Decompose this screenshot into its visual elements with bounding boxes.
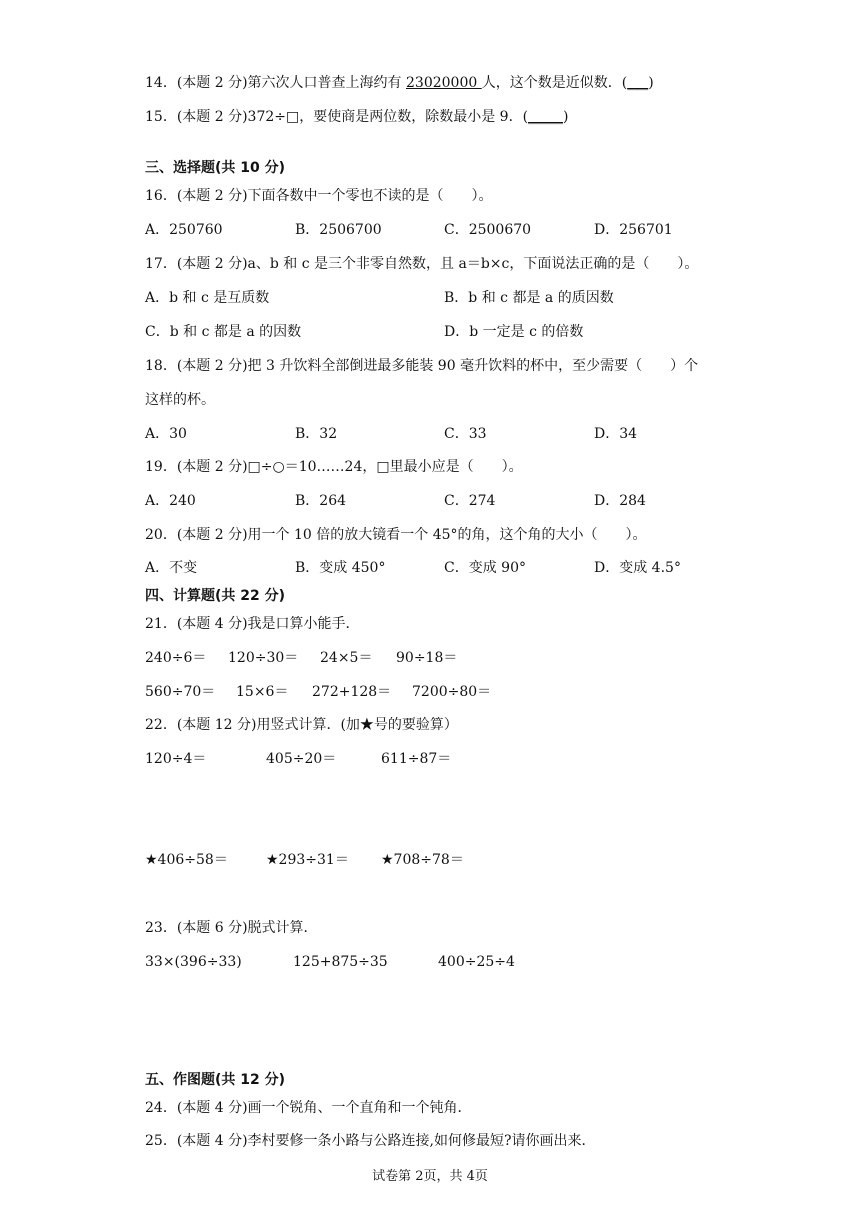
page-footer: 试卷第 2页，共 4页 <box>372 1169 488 1184</box>
stepwise-calc-item: 400÷25÷4 <box>438 954 515 970</box>
question-25: 25．(本题 4 分)李村要修一条小路与公路连接,如何修最短?请你画出来． <box>145 1133 596 1149</box>
option-c[interactable]: C．b 和 c 都是 a 的因数 <box>145 324 302 340</box>
option-a[interactable]: A．b 和 c 是互质数 <box>145 290 270 306</box>
q14-close: ) <box>648 75 654 91</box>
section-heading-choice: 三、选择题(共 10 分) <box>145 160 286 176</box>
question-18-stem: 18．(本题 2 分)把 3 升饮料全部倒进最多能装 90 毫升饮料的杯中，至少需要（ ）个 <box>145 358 699 374</box>
answer-blank[interactable]: _____ <box>528 109 564 125</box>
section-heading-calc: 四、计算题(共 22 分) <box>145 588 286 604</box>
option-c[interactable]: C．274 <box>444 493 496 509</box>
question-19-stem: 19．(本题 2 分)□÷○＝10……24，□里最小应是（ ）。 <box>145 459 523 475</box>
option-b[interactable]: B．变成 450° <box>295 560 386 576</box>
oral-calc-item: 7200÷80＝ <box>412 684 492 700</box>
question-17-stem: 17．(本题 2 分)a、b 和 c 是三个非零自然数，且 a＝b×c，下面说法正确的是（ ）。 <box>145 256 699 272</box>
option-b[interactable]: B．264 <box>295 493 347 509</box>
option-d[interactable]: D．34 <box>594 426 638 442</box>
oral-calc-item: 15×6＝ <box>236 684 289 700</box>
section-heading-drawing: 五、作图题(共 12 分) <box>145 1072 286 1088</box>
option-b[interactable]: B．2506700 <box>295 222 382 238</box>
option-b[interactable]: B．32 <box>295 426 338 442</box>
oral-calc-item: 90÷18＝ <box>396 650 458 666</box>
question-16-stem: 16．(本题 2 分)下面各数中一个零也不读的是（ ）。 <box>145 188 493 204</box>
option-a[interactable]: A．240 <box>145 493 196 509</box>
option-a[interactable]: A．不变 <box>145 560 198 576</box>
option-c[interactable]: C．2500670 <box>444 222 532 238</box>
question-23-stem: 23．(本题 6 分)脱式计算． <box>145 920 318 936</box>
answer-blank[interactable]: ___ <box>627 75 649 91</box>
oral-calc-item: 24×5＝ <box>320 650 373 666</box>
question-18-stem-cont: 这样的杯。 <box>145 392 215 408</box>
stepwise-calc-item: 125+875÷35 <box>293 954 388 970</box>
option-d[interactable]: D．284 <box>594 493 646 509</box>
vertical-calc-item: 120÷4＝ <box>145 751 207 767</box>
oral-calc-item: 240÷6＝ <box>145 650 207 666</box>
option-d[interactable]: D．256701 <box>594 222 673 238</box>
question-24: 24．(本题 4 分)画一个锐角、一个直角和一个钝角． <box>145 1100 472 1116</box>
option-a[interactable]: A．250760 <box>145 222 223 238</box>
q14-number: 23020000 <box>406 75 482 91</box>
question-14 <box>145 73 654 93</box>
question-22-stem: 22．(本题 12 分)用竖式计算．(加★号的要验算） <box>145 717 458 733</box>
stepwise-calc-item: 33×(396÷33) <box>145 954 242 970</box>
question-21-stem: 21．(本题 4 分)我是口算小能手． <box>145 616 360 632</box>
option-b[interactable]: B．b 和 c 都是 a 的质因数 <box>444 290 614 306</box>
oral-calc-item: 120÷30＝ <box>228 650 299 666</box>
question-20-stem: 20．(本题 2 分)用一个 10 倍的放大镜看一个 45°的角，这个角的大小（ ）。 <box>145 527 647 543</box>
q14-prefix: 14．(本题 2 分)第六次人口普查上海约有 <box>145 75 406 91</box>
vertical-calc-item: ★406÷58＝ <box>145 852 228 868</box>
vertical-calc-item: ★708÷78＝ <box>381 852 464 868</box>
q15-text: 15．(本题 2 分)372÷□，要使商是两位数，除数最小是 9．( <box>145 109 529 125</box>
option-d[interactable]: D．变成 4.5° <box>594 560 681 576</box>
option-c[interactable]: C．33 <box>444 426 487 442</box>
option-a[interactable]: A．30 <box>145 426 187 442</box>
option-c[interactable]: C．变成 90° <box>444 560 526 576</box>
oral-calc-item: 560÷70＝ <box>145 684 216 700</box>
question-15 <box>145 107 569 127</box>
oral-calc-item: 272+128＝ <box>312 684 392 700</box>
q15-close: ) <box>563 109 569 125</box>
option-d[interactable]: D．b 一定是 c 的倍数 <box>444 324 584 340</box>
vertical-calc-item: 405÷20＝ <box>266 751 337 767</box>
q14-suffix: 人，这个数是近似数．( <box>481 75 628 91</box>
vertical-calc-item: ★293÷31＝ <box>266 852 349 868</box>
vertical-calc-item: 611÷87＝ <box>381 751 452 767</box>
